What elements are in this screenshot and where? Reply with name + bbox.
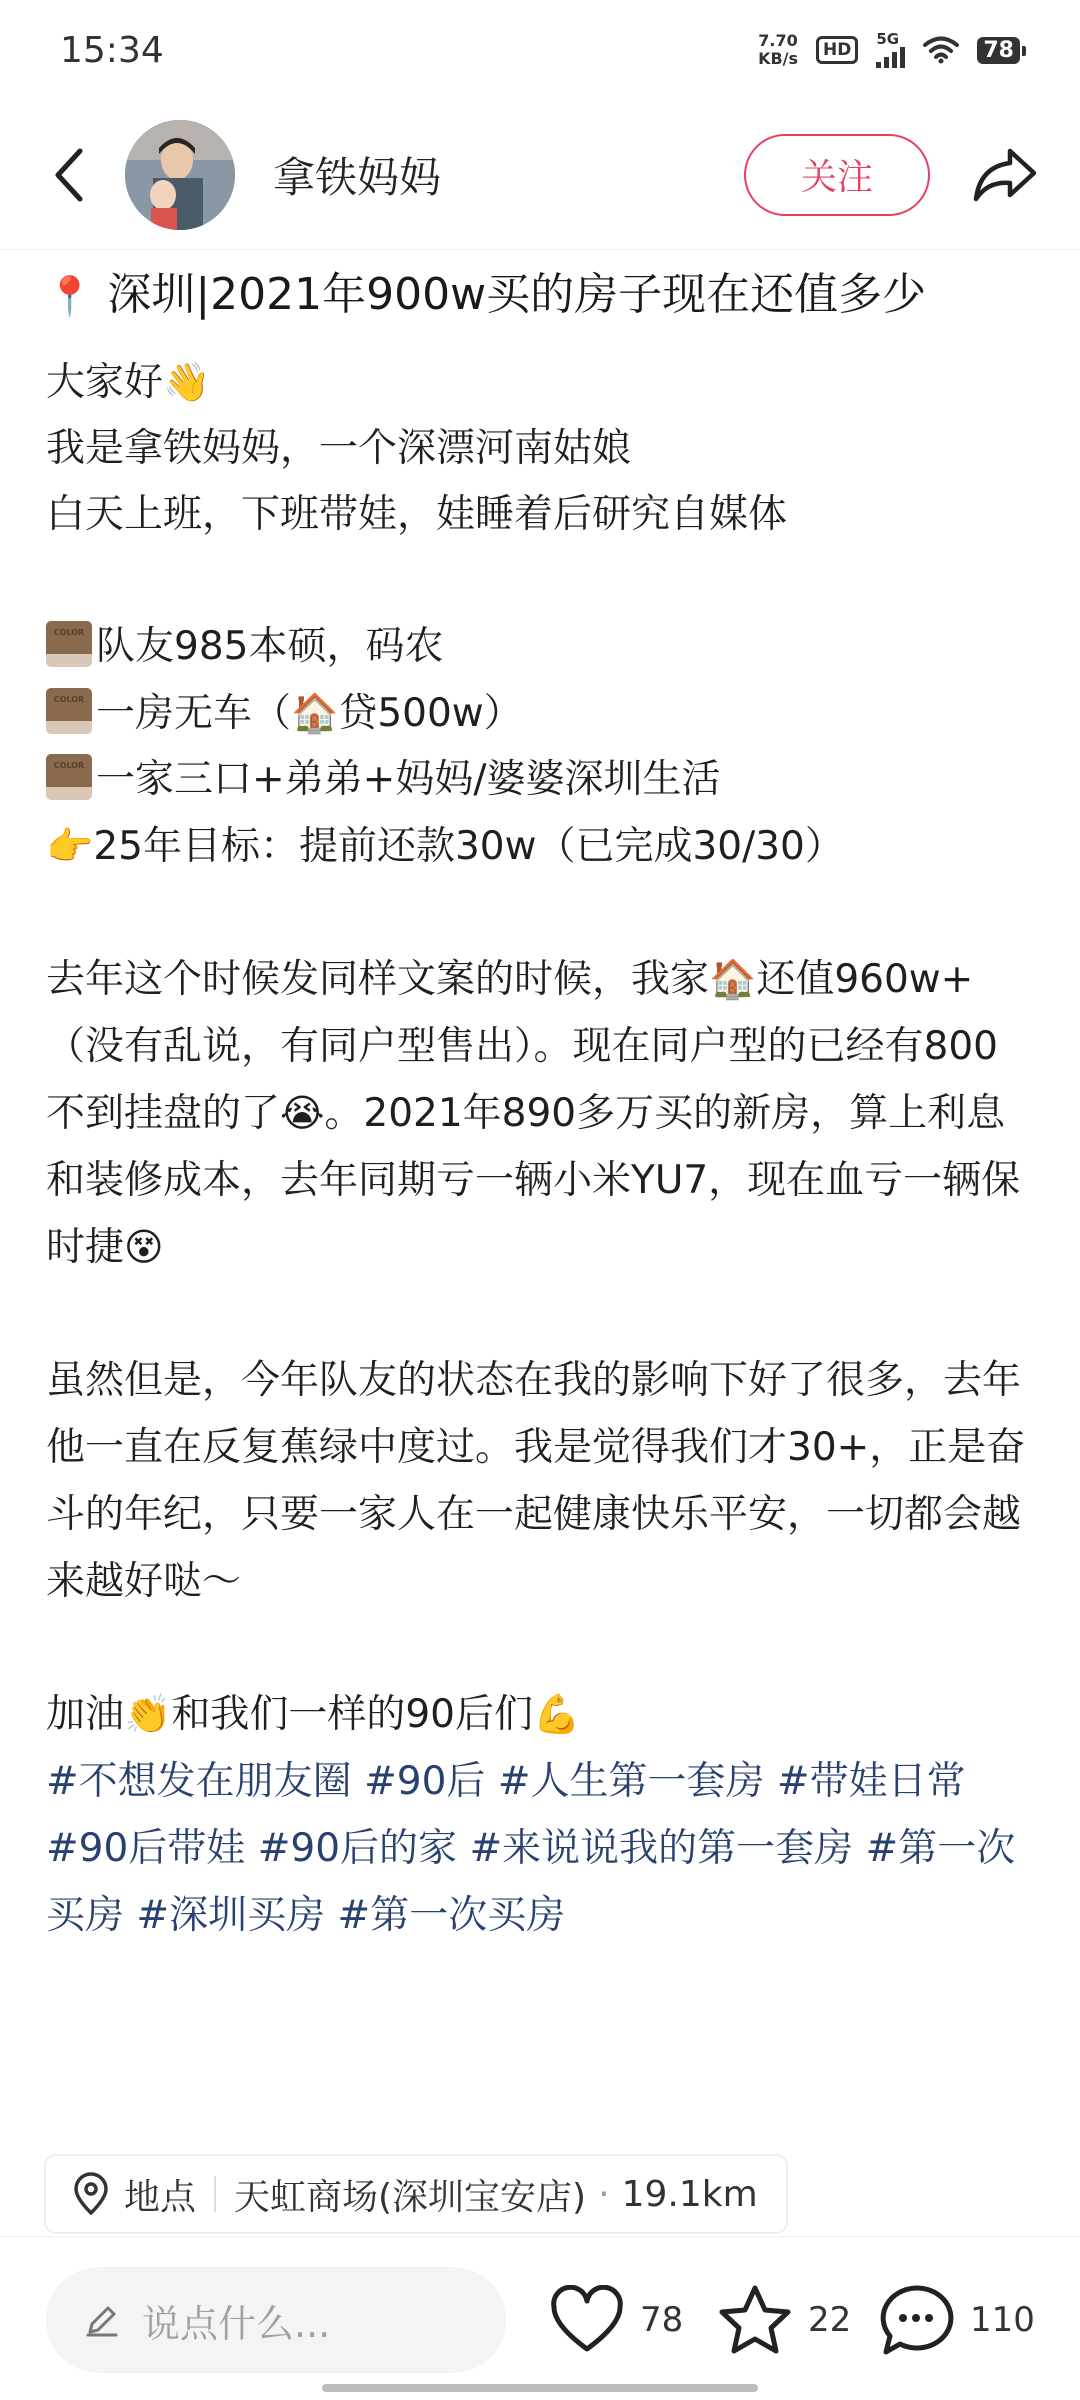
color-swatch-icon [46,754,92,800]
status-icons [758,32,1020,68]
pencil-icon [84,2302,120,2338]
para1-a: 去年这个时候发同样文案的时候，我家 [46,957,710,1002]
collect-button[interactable] [716,2277,851,2363]
share-button[interactable] [970,140,1040,210]
paragraph-cheer [46,1681,1036,1748]
line-intro: 我是拿铁妈妈，一个深漂河南姑娘 [46,426,632,471]
location-chip[interactable] [44,2154,788,2234]
bottom-action-bar [0,2236,1080,2400]
family-text: 一家三口+弟弟+妈妈/婆婆深圳生活 [96,757,721,802]
hashtag[interactable]: #来说说我的第一套房 [469,1826,854,1871]
status-bar [0,0,1080,100]
net-speed-value: 7.70 [758,31,798,50]
para3-a: 加油 [46,1692,125,1737]
paragraph-price [46,946,1036,1281]
line-family [46,747,1036,813]
hashtag[interactable]: #深圳买房 [136,1893,326,1938]
comment-count: 110 [970,2300,1035,2340]
comment-placeholder: 说点什么... [142,2301,331,2346]
net-speed-unit: KB/s [758,49,799,68]
hashtag[interactable]: #90后的家 [257,1826,458,1871]
hd-icon: HD [816,36,858,64]
color-swatch-icon [46,688,92,734]
hashtag[interactable]: #90后带娃 [46,1826,246,1871]
hashtag[interactable]: #90后 [364,1759,486,1804]
separator-dot: · [598,2173,610,2215]
home-indicator[interactable] [322,2384,758,2392]
house-text-pre: 一房无车（ [96,691,292,736]
battery-icon: 78 [977,37,1020,64]
heart-icon [548,2285,626,2355]
hashtag[interactable]: #带娃日常 [776,1759,966,1804]
comment-button[interactable] [876,2277,1035,2363]
para3-b: 和我们一样的90后们 [171,1692,533,1737]
cellular-signal-icon [876,32,905,68]
clap-emoji: 👏 [124,1692,172,1736]
house-text-post: 贷500w） [338,691,523,736]
muscle-emoji: 💪 [532,1692,581,1736]
follow-button[interactable]: 关注 [744,134,930,216]
author-name[interactable]: 拿铁妈妈 [273,152,442,202]
hashtag[interactable]: #第一次买房 [46,1826,1016,1938]
crying-emoji: 😭 [280,1091,325,1135]
partner-text: 队友985本硕，码农 [96,624,444,669]
hashtag-list [46,1748,1036,1949]
net-speed [758,32,798,68]
para1-c: 。2021年890多万买的新房，算上利息和装修成本，去年同期亏一辆小米YU7，现在血亏一辆保时捷 [46,1091,1021,1270]
dizzy-face-emoji: 😵 [124,1225,164,1269]
location-distance: 19.1km [621,2173,758,2215]
collect-count: 22 [808,2300,852,2340]
line-goal [46,813,1036,880]
paragraph-partner: 虽然但是，今年队友的状态在我的影响下好了很多，去年他一直在反复蕉绿中度过。我是觉得我们才30+，正是奋斗的年纪，只要一家人在一起健康快乐平安，一切都会越来越好哒～ [46,1358,1026,1604]
chevron-left-icon [50,145,90,205]
post-title [46,262,1036,329]
line-partner [46,614,1036,680]
location-pin-icon [72,2172,110,2216]
comment-input[interactable] [46,2267,506,2373]
wifi-icon [923,36,959,64]
greeting-text: 大家好 [46,360,164,405]
chat-bubble-icon [876,2282,956,2358]
wave-emoji: 👋 [163,360,211,404]
post-header [0,100,1080,250]
status-time: 15:34 [60,29,164,71]
back-button[interactable] [40,135,100,215]
line-house [46,680,1036,747]
post-title-text: 深圳|2021年900w买的房子现在还值多少 [107,269,927,320]
avatar[interactable] [125,120,235,230]
house-emoji: 🏠 [291,691,339,735]
pin-icon: 📍 [46,274,94,318]
share-icon [970,145,1040,205]
hashtag[interactable]: #第一次买房 [337,1893,566,1938]
like-button[interactable] [548,2277,683,2363]
post-content [46,262,1036,1949]
line-greeting [46,349,1036,416]
divider [214,2176,216,2212]
signal-label: 5G [876,30,900,48]
hashtag[interactable]: #不想发在朋友圈 [46,1759,352,1804]
location-place: 天虹商场(深圳宝安店) [234,2176,587,2218]
like-count: 78 [640,2300,684,2340]
star-icon [716,2283,794,2357]
location-label: 地点 [124,2176,197,2218]
pointing-emoji: 👉 [46,824,94,868]
house-emoji: 🏠 [709,957,757,1001]
para1-b: 还值960w+（没有乱说，有同户型售出）。现在同户型的已经有800不到挂盘的了 [46,957,998,1136]
goal-text: 25年目标：提前还款30w（已完成30/30） [93,824,844,869]
hashtag[interactable]: #人生第一套房 [497,1759,765,1804]
line-daily: 白天上班，下班带娃，娃睡着后研究自媒体 [46,492,788,537]
color-swatch-icon [46,621,92,667]
